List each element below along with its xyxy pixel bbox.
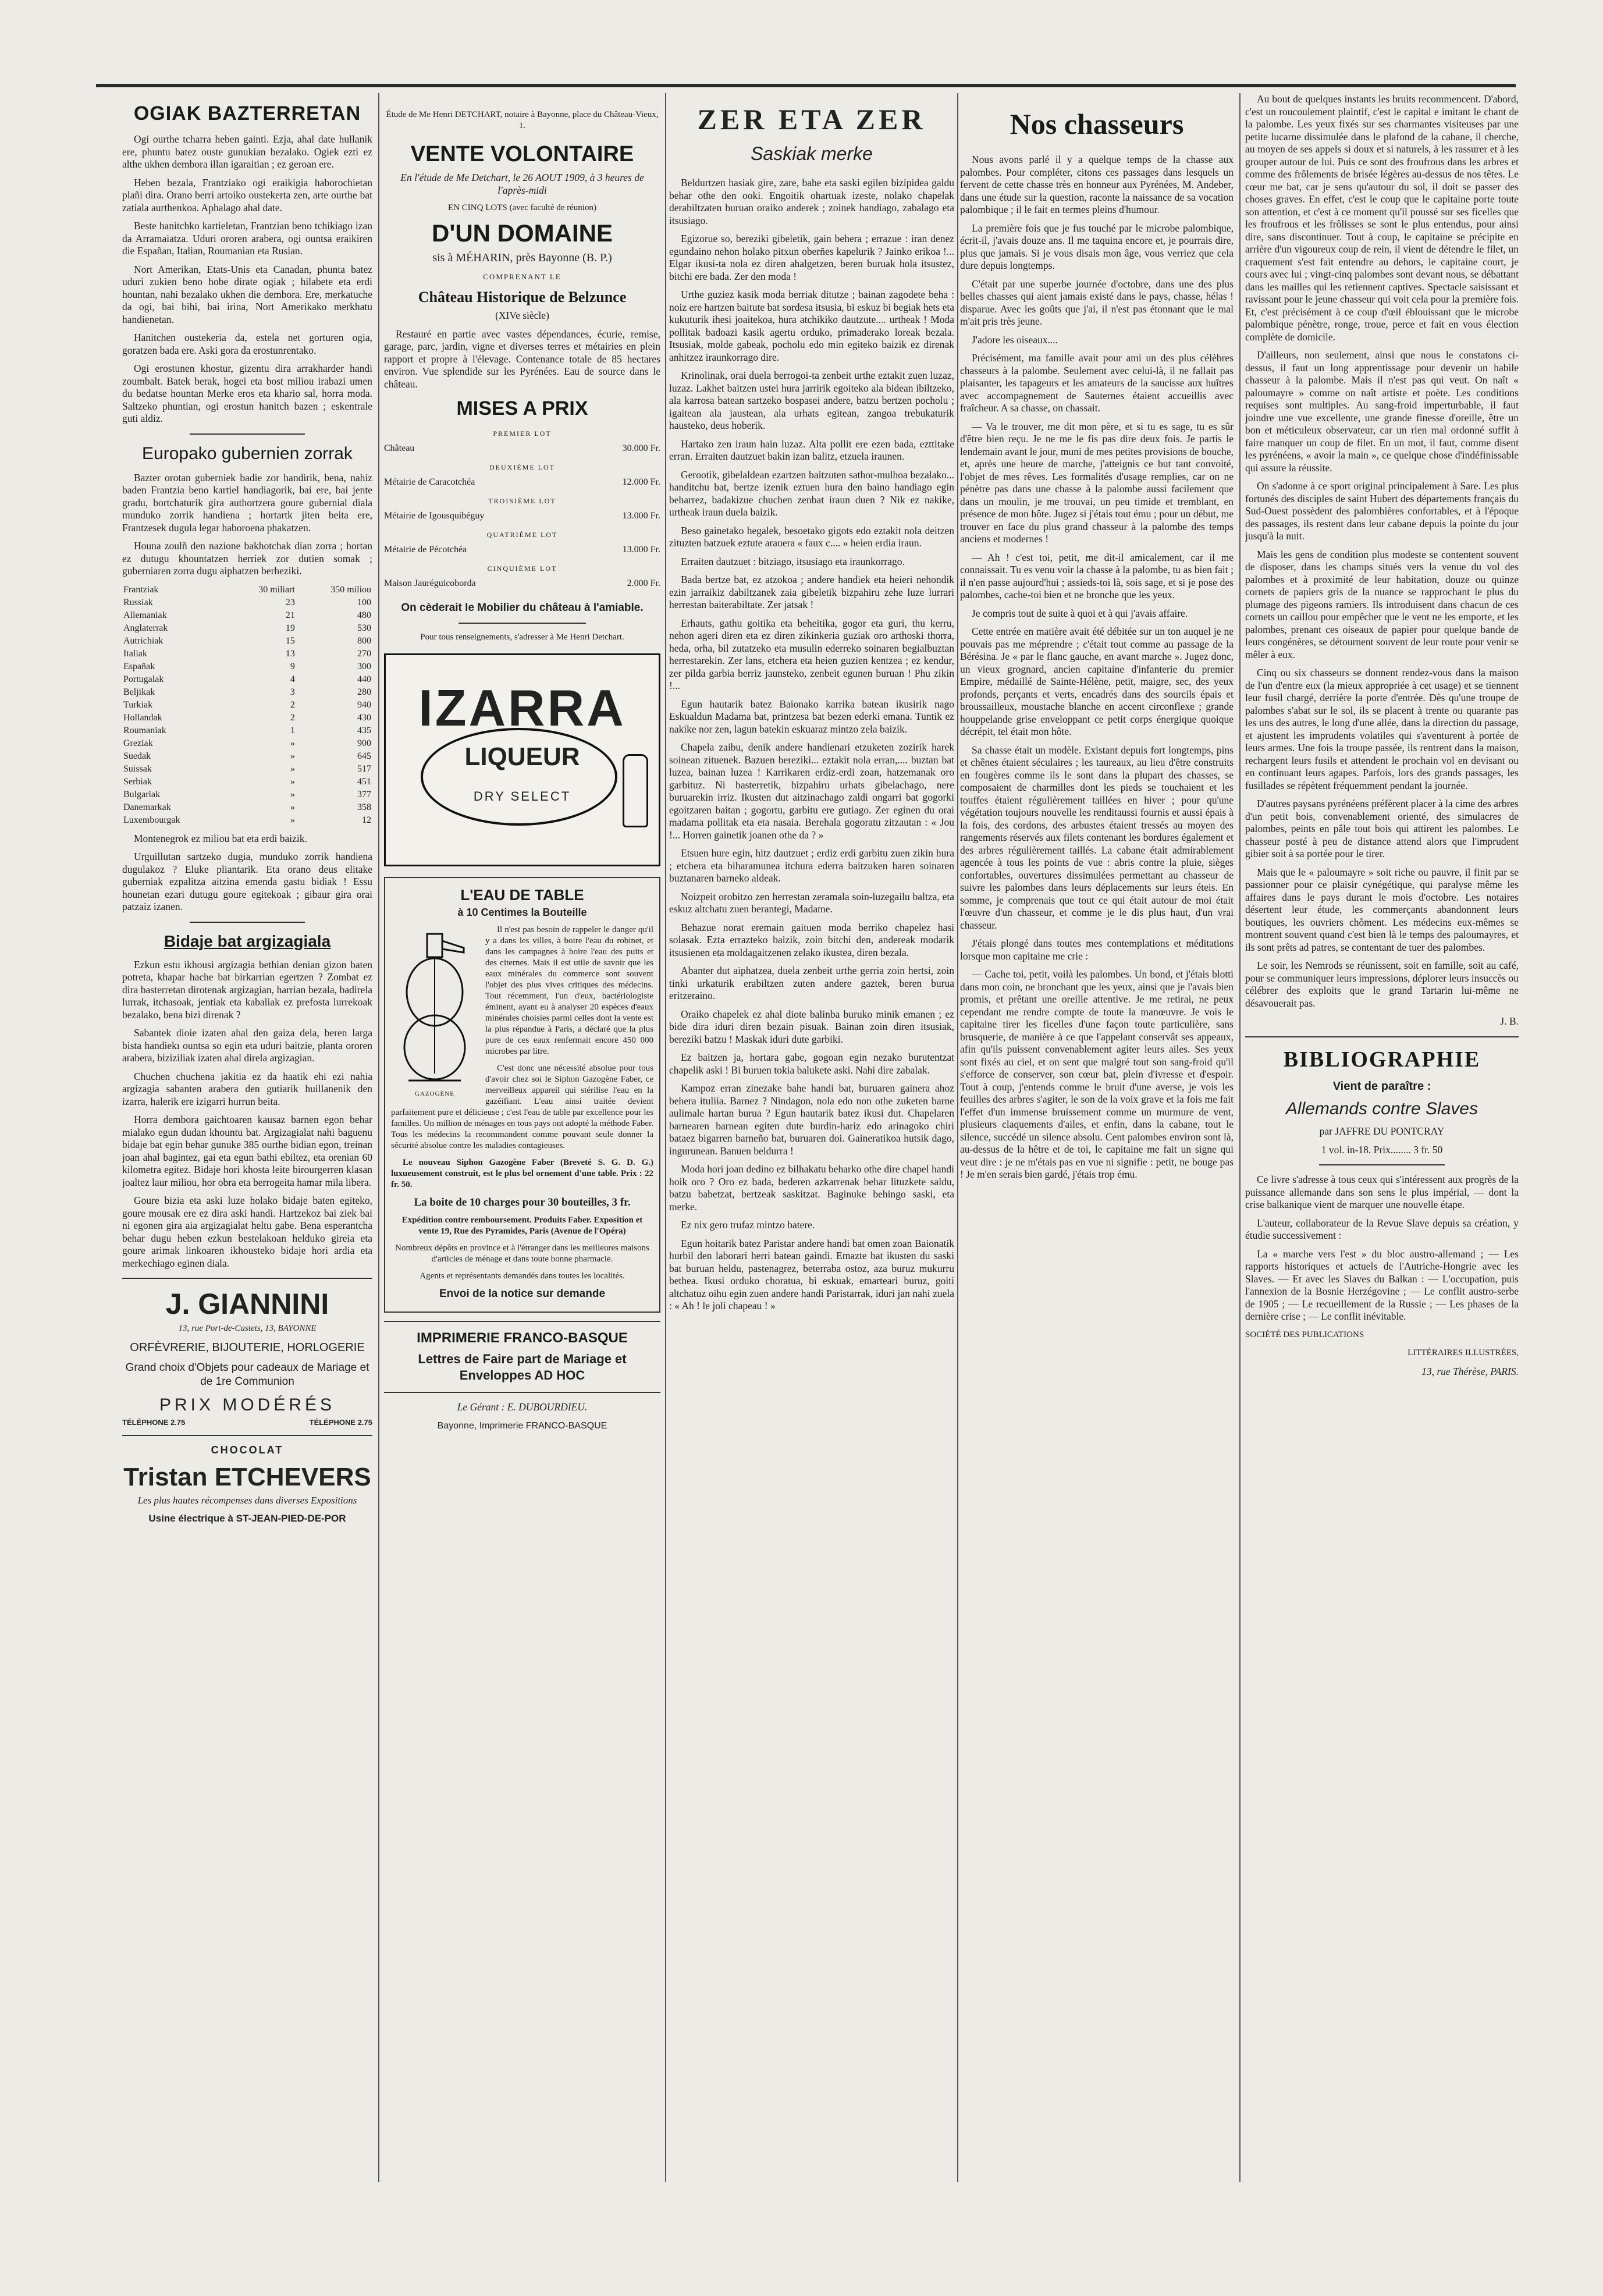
domaine-location: sis à MÉHARIN, près Bayonne (B. P.) [432, 251, 612, 264]
zer-eta-zer-title: ZER ETA ZER [697, 103, 926, 136]
paragraph: Goure bizia eta aski luze holako bidaje baten egiteko, goure mousak ere ez dira aski handi. Hartzekoz bai ziek bai ni egonen gira aia argizagialat heltu gabe. Bena esperantcha behar dugu heben ezkun bestelakoan helduko gireia eta goure arimak linkoaren ikhousteko bidaje hori ardia eta merkechiago eginen diala. [122, 1195, 372, 1269]
paragraph: Nous avons parlé il y a quelque temps de la chasse aux palombes. Pour compléter, citons ces passages dans lesquels un fervent de cette chasse très en honneur aux Pyrénées, M. Andeber, dans une étude sur la question, raconte la naissance de sa vocation palombique ; il le fait en termes pleins d'humour. [960, 154, 1234, 215]
paragraph: Etsuen hure egin, hitz dautzuet ; erdiz erdi garbitu zuen zikin hura ; etchera eta biharamunea itchura ederra baitzuken haren soinaren buztanaren barneko aldeak. [669, 847, 954, 884]
separator [458, 623, 586, 624]
separator [122, 1435, 372, 1436]
paragraph: Ez baitzen ja, hortara gabe, gogoan egin nezako burutentzat chapelik aski ! Bi buruen tokia balukete aski. Nahi dire zabalak. [669, 1051, 954, 1076]
column-5 [1245, 93, 1519, 2182]
paragraph: Montenegrok ez miliou bat eta erdi baizik. [134, 832, 307, 844]
table-row: Hollandak 2 430 [123, 712, 371, 723]
column-divider [665, 93, 666, 2182]
paragraph: J'adore les oiseaux.... [972, 333, 1058, 346]
book-title: Allemands contre Slaves [1285, 1099, 1478, 1118]
table-row: Russiak 23 100 [123, 597, 371, 607]
paragraph: Oraiko chapelek ez ahal diote balinba buruko minik emanen ; ez bide dira iduri diren bezain pisuak. Bainan zoin diren itsusiak, bereziki batzu ! Maskak iduri dute garbiki. [669, 1008, 954, 1045]
paragraph: — Cache toi, petit, voilà les palombes. Un bond, et j'étais blotti dans mon coin, ne bronchant que les yeux, ainsi que je l'avais bien promis, et prêtant une oreille attentive. Je me retirai, ne peux cependant me rendre compte de toute la manœuvre. Je vois le capitaine tirer les ficelles d'une façon toute particulière, sans brusquerie, de manière à ce que l'appelant conservât ses appeaux, afin qu'ils puissent convenablement agiter leurs ailes. Ses yeux sont fixés au ciel, et on sent que malgré tout son sang-froid qu'il s'efforce de conserver, son cœur bat, plein d'ivresse et d'espoir. Tout à coup, j'entends comme le bruit d'une averse, je vois les feuilles des arbres s'agiter, le son de la voix grave et la fois me fait l'effet d'un immense bruissement comme un murmure de vent, plusieurs claquements d'ailes, et enfin, dans la cabane, tout le silence, succédé un silence absolu. Cent palombes environ sont là, au-dessus de la hêtre et de toi, le capitaine me fait un signe qui veut dire : je ne m'étais pas en vue ni signifie : petit, ne bouge pas ! Je m'en serais bien gardé, j'étais trop ému. [960, 968, 1234, 1180]
paragraph: Egizorue so, bereziki gibeletik, gain behera ; errazue : iran denez egundaino nehon holako pitxun oberñes kapelurik ? Jainko erikoa !... Elgar ikusi-ta nola ez diren ahalgetzen, beren buruak hola itsustez, bitchi ere bada. Zer den moda ! [669, 233, 954, 282]
publisher-address: 13, rue Thérèse, PARIS. [1421, 1365, 1519, 1377]
publisher: SOCIÉTÉ DES PUBLICATIONS [1245, 1330, 1364, 1339]
table-row: Portugalak 4 440 [123, 674, 371, 684]
envoi: Envoi de la notice sur demande [439, 1287, 606, 1300]
column-divider [378, 93, 379, 2182]
separator [122, 1278, 372, 1279]
lot-heading: QUATRIÈME LOT [486, 531, 558, 539]
table-row: Suedak » 645 [123, 751, 371, 761]
paragraph: Ce livre s'adresse à tous ceux qui s'intéressent aux progrès de la puissance allemande dans son sens le plus impérial, — dont la crise balkanique vient de marquer une nouvelle étape. [1245, 1174, 1519, 1210]
gerant: Le Gérant : E. DUBOURDIEU. [457, 1401, 588, 1413]
eau-sub: à 10 Centimes la Bouteille [457, 906, 587, 918]
table-row: Danemarkak » 358 [123, 802, 371, 812]
paragraph: Mais que le « paloumayre » soit riche ou pauvre, il finit par se passionner pour ce plaisir cynégétique, qui paralyse même les affaires dans le pays durant le mois d'octobre. Les notaires désertent leur étude, les commerçants abandonnent leurs boutiques, les ouvriers chôment. Les médecins eux-mêmes se montrent souvent quand c'est bien là le temps des paloumayres, et ils sont prêts ad patres, se contentant de tuer des palombes. [1245, 866, 1519, 953]
nos-chasseurs-title: Nos chasseurs [1010, 108, 1184, 140]
siphon-icon [391, 928, 478, 1097]
paragraph: La première fois que je fus touché par le microbe palombique, écrit-il, j'avais douze ans. Il me taquina encore et, je pourrais dire, plus que jamais. Si je vous disais mon âge, vous verriez que cela dure depuis longtemps. [960, 222, 1234, 271]
paragraph: Beldurtzen hasiak gire, zare, bahe eta saski egilen bizipidea galdu behar othe den ooki. Engoitik ohartuak izeste, nolako chapelak derabiltzaten buruan oraiko anderek ; zoinek handiago, zabalago eta itsusiago. [669, 177, 954, 226]
paragraph: Je compris tout de suite à quoi et à qui j'avais affaire. [972, 607, 1188, 619]
table-row: Frantziak 30 miliart 350 miliou [123, 584, 371, 595]
eau-title: L'EAU DE TABLE [460, 886, 584, 904]
paragraph: Horra dembora gaichtoaren kausaz barnen egon behar mialako egun dudan khountu bat. Argizagialat nahi baguenu bidaje bat egin behar gunuke 385 ourthe bidian egon, treinan joan ahal bagintez, gai eta egun bathi ebiltez, eta orenian 60 kilometra egitez. Bidaje hori khosta leite birourgerren klasan joaltez laur miliou, hor obra eta berrogeita hamar mila libera. [122, 1114, 372, 1188]
paragraph: Noizpeit orobitzo zen herrestan zeramala soin-luzegailu baltza, eta eskuz altchatu zuen berantegi, Madame. [669, 890, 954, 915]
column-2 [384, 93, 660, 2182]
etude-date: En l'étude de Me Detchart, le 26 AOUT 1909, à 3 heures de l'après-midi [400, 172, 644, 196]
table-row: Anglaterrak 19 530 [123, 623, 371, 633]
table-row: Métairie de Caracotchéa 12.000 Fr. [384, 477, 660, 487]
paragraph: Cinq ou six chasseurs se donnent rendez-vous dans la maison de l'un d'entre eux (la mieux appropriée à cet usage) et se tiennent leur fusil chargé, derrière la porte d'entrée. Dès qu'une troupe de palombes s'abat sur le sol, ils se placent à trente ou quarante pas les uns des autres, le long d'une allée, dans la direction du passage, et ajustent les imprudents volatiles qui s'aventurent à portée de leurs armes. Une fois la troupe passée, ils rentrent dans la maison, rechargent leurs fusils et attendent le prochain vol en devisant ou en continuant leurs agapes. Parfois, lors des grands passages, les fusillades se répètent fréquemment pendant la journée. [1245, 667, 1519, 791]
etchevers-ad [122, 1444, 372, 1525]
paragraph: L'auteur, collaborateur de la Revue Slave depuis sa création, y étudie successivement : [1245, 1217, 1519, 1241]
paragraph: Ez nix gero trufaz mintzo batere. [681, 1219, 815, 1231]
paragraph: Chuchen chuchena jakitia ez da haatik ehi ezi nahia argizagia sabanten arabera den gutiarik huillanenik den izarra, halerik ere izigarri hurrun beita. [122, 1070, 372, 1107]
signature: J. B. [1500, 1015, 1519, 1027]
paragraph: Egun hoitarik batez Paristar andere handi bat omen zoan Baionatik hurbil den laborari herri batean gaindi. Emazte bat ikusten du saski bat buruan heldu, pastenagrez, beterraba ostoz, aza buruz mukurru bethea. Ikusi orduko choratua, bi eskuak, emarteari buruz, goiti altchatuz oihu egin zuen andere handi Paristarrak, iduri jan nahi zuela : « Ah ! le joli chapeau ! » [669, 1237, 954, 1312]
paragraph: Erraiten dautzuet : bitziago, itsusiago eta iraunkorrago. [681, 555, 905, 567]
comprenant: COMPRENANT LE [483, 272, 561, 281]
lot-heading: CINQUIÈME LOT [487, 564, 557, 573]
table-row: Italiak 13 270 [123, 648, 371, 659]
saskiak-subtitle: Saskiak merke [751, 143, 873, 164]
separator [190, 922, 305, 923]
paragraph: Kampoz erran zinezake bahe handi bat, buruaren gainera ahoz behera ituliia. Barnez ? Nindagon, nola edo non othe zuketen barne aulimale hartan burua ? Egun hautarik batez ikusi dut. Chapelaren barnearen barnean egiten dute burdin-hariz edo arinagoko chiri bataez bigarren barneño bat, buruaren doi. Gaineratikoa hutsik dago, ingurunean. Banuen beldurra ! [669, 1082, 954, 1157]
paragraph: Mais les gens de condition plus modeste se contentent souvent de disposer, dans les champs situés vers la venue du vol des palombes et à proximité de leur habitation, douze ou quinze cornets de papiers gris de la nuance se rapprochant le plus du plumage des pigeons ramiers. Ils introduisent dans chacun de ces cornets un caillou pour empêcher que le vent ne les emporte, et les palombes, prenant ces oiseaux de papier pour quelque bande de leurs congénères, se détournent souvent de leur route pour venir se mêler à eux. [1245, 548, 1519, 660]
vente-title: VENTE VOLONTAIRE [410, 142, 634, 166]
paragraph: Sa chasse était un modèle. Existant depuis fort longtemps, pins et chênes étaient séculaires ; les taureaux, au lieu d'être construits en fougères comme ils le sont dans la plupart des chasses, se composaient de charmilles dont les pieds se touchaient et les touffes étaient régulièrement taillées en hiver ; pour qu'une végétation toujours nouvelle les renditaussi fournis et aussi épais à la fois, des cordons, des arbustes étaient tressés au moyen des rangements réservés aux filets contenant les bordures également et des arbres régulièrement taillés. La cabane était admirablement agencée à tous les points de vue : abris contre la pluie, sièges confortables, ouvertures dissimulées permettant au chasseur de suivre les palombes dans leurs déplacements sur leurs éteis. En somme, je comprenais que tout ce qui était autour de moi était l'œuvre d'un chasseur, et comme je le dis plus haut, d'un vrai chasseur. [960, 744, 1234, 931]
giannini-prices: PRIX MODÉRÉS [159, 1395, 336, 1414]
izarra-dry: DRY SELECT [473, 788, 571, 804]
paragraph: Cette entrée en matière avait été débitée sur un ton auquel je ne pouvais pas me méprendre ; c'était tout comme au passage de la Bérésina. Je « par le flanc gauche, en avant marche ». Jugez donc, un vieux grognard, ancien capitaine d'infanterie du premier Empire, médaillé de Sainte-Hélène, petit, maigre, sec, des yeux profonds, perçants et verts, encadrés dans des sourcils épais et broussailleux, moustache blanche en accent circonflexe ; grande houppelande grise enveloppant ce petit corps énergique quoique décrépit, tel était mon hôte. [960, 625, 1234, 737]
eau-de-table-ad [384, 877, 660, 1313]
paragraph: Houna zoulñ den nazione bakhotchak dian zorra ; hortan ez dutugu khountatzen herriek zor dutien somak ; guberniaren zorra dugu aiphatzen berheziki. [122, 540, 372, 577]
imprimerie-title: IMPRIMERIE FRANCO-BASQUE [417, 1330, 628, 1346]
table-row: Château 30.000 Fr. [384, 443, 660, 453]
table-row: Beljikak 3 280 [123, 687, 371, 697]
bibliographie-title: BIBLIOGRAPHIE [1283, 1047, 1481, 1072]
paragraph: J'étais plongé dans toutes mes contemplations et méditations lorsque mon capitaine me crie : [960, 937, 1234, 962]
gazogene-caption: GAZOGÈNE [415, 1090, 454, 1097]
lot-heading: TROISIÈME LOT [488, 497, 556, 505]
column-1 [122, 93, 372, 2182]
paragraph: Nombreux dépôts en province et à l'étranger dans les meilleures maisons d'articles de ménage et dans toute bonne pharmacie. [395, 1243, 649, 1264]
paragraph: Ogi ourthe tcharra heben gainti. Ezja, ahal date hullanik ere, phuntu batez ouste gunukian bezalako. Ogiek ezti ez althe ukhen dembora illan igaraitian ; ez geroan ere. [122, 133, 372, 170]
separator [1319, 1164, 1445, 1165]
giannini-line: Grand choix d'Objets pour cadeaux de Mariage et de 1re Communion [125, 1362, 369, 1388]
table-row: Métairie de Igousquibéguy 13.000 Fr. [384, 511, 660, 521]
separator [384, 1321, 660, 1322]
paragraph: Abanter dut aiphatzea, duela zenbeit urthe gerria zoin hertsi, zoin tinki urkaturik erabiltzen zuten andere gaztek, beren burua eritzeraino. [669, 965, 954, 1001]
table-row: Turkiak 2 940 [123, 699, 371, 710]
paragraph: Ezkun estu ikhousi argizagia bethian denian gizon baten potreta, khapar hache bat birkarrian egertzen ? Zombat ez dira basterretan dirotenak argizagian, harrian bezala, badirela lurrak, itchasoak, jentiak eta kabaliak ez prefosta lurrekoak bezalako, bena bizi direnak ? [122, 958, 372, 1021]
paragraph: La « marche vers l'est » du bloc austro-allemand ; — Les rapports historiques et actuels de l'Autriche-Hongrie avec les Slaves. — Et avec les Slaves du Balkan : — L'occupation, puis l'annexion de la Bosnie Herzégovine ; — Le conflit austro-serbe de 1905 ; — Le recueillement de la Russie ; — Les phases de la dernière crise ; — Le conflit inévitable. [1245, 1247, 1519, 1322]
lots-note: EN CINQ LOTS (avec faculté de réunion) [448, 203, 596, 212]
paragraph: Hartako zen iraun hain luzaz. Alta pollit ere ezen bada, ezttitake erran. Erraiten dautzuet bakin izan balitz, etzuela iraunen. [669, 438, 954, 462]
vient-de-paraitre: Vient de paraître : [1332, 1079, 1431, 1093]
giannini-ad [122, 1287, 372, 1427]
paragraph: Sabantek dioie izaten ahal den gaiza dela, beren larga bista handiekı ountsa so egin eta uduri baitzie, planta ororen arabera, biziziliak izaten ahal direla argizagian. [122, 1027, 372, 1064]
footer-imprint: Bayonne, Imprimerie FRANCO-BASQUE [437, 1420, 607, 1431]
headline-europako: Europako gubernien zorrak [142, 443, 353, 463]
headline-ogiak: OGIAK BAZTERRETAN [133, 102, 361, 125]
paragraph: Behazue norat eremain gaituen moda berriko chapelez hasi solasak. Ezta errazteko baizik, zoin bitchi den, andereak modarik itsusienen eta moldagaitzenen zelako ikustea, diren bezala. [669, 921, 954, 958]
chateau-siecle: (XIVe siècle) [495, 310, 549, 321]
giannini-trade: ORFÈVRERIE, BIJOUTERIE, HORLOGERIE [130, 1341, 365, 1354]
separator [1245, 1036, 1519, 1037]
paragraph: Précisément, ma famille avait pour ami un des plus célèbres chasseurs à la palombe. Seulement avec celui-là, il ne fallait pas plaisanter, les tapageurs et les amateurs de la saucisse aux huîtres avec accompagnement de Sauternes étaient accueillis avec fraîcheur. A sa chasse, on chassait. [960, 352, 1234, 414]
izarra-word: IZARRA [418, 678, 626, 737]
table-row: Métairie de Pécotchéa 13.000 Fr. [384, 545, 660, 555]
table-row: Greziak » 900 [123, 738, 371, 748]
lot-heading: PREMIER LOT [493, 429, 552, 438]
table-row: Maison Jauréguicoborda 2.000 Fr. [384, 578, 660, 588]
paragraph: Urthe guziez kasik moda berriak ditutze ; bainan zagodete beha : noiz ere hartzen baitute bat sordesa itsusia, bi eskuz bi begiak hets eta kukuturik ihesi joaitekoa, hura atchikiko dautzute.... urtheak ! Moda pollitak badoazi kasik agertu orduko, primaderako loreak bezala. Itsusiak, molde gabeak, pocholu edo min egiteko baizik ez direnak anhitzez iraunkorrago dire. [669, 289, 954, 363]
paragraph: Bazter orotan guberniek badie zor handirik, bena, nahiz baden Frantzia beno kartiel handiagorik, bai ere, bai jente gradu, bortchaturik gira authortzera goure gubernial diala munduko zorrik handiena ; hortartk jiten beita ere, Frantzesek dugula legar haboroena phakatzen. [122, 471, 372, 534]
paragraph: Hanitchen oustekeria da, estela net gorturen ogia, goratzen bada ere. Aski gora da erostunrentako. [122, 332, 372, 356]
paragraph: D'ailleurs, non seulement, ainsi que nous le constatons ci-dessus, il faut un long apprentissage pour devenir un habile chasseur à la palombe. Mais il n'est pas qui veut. On naît « paloumayre » comme on naît artiste et poète. Les conditions requises sont multiples. Au sang-froid imperturbable, il faut joindre une vue excellente, une grande finesse d'oreille, être un bon et méticuleux observateur, car un rien mal ordonné suffit à faire manquer un coup de filet. En un mot, il faut, comme disent les pyrénéens, « avoir la main », ce quelque chose d'indéfinissable qui assure la réussite. [1245, 349, 1519, 474]
choc-label: CHOCOLAT [211, 1444, 284, 1456]
giannini-tel: TÉLÉPHONE 2.75 [122, 1418, 186, 1427]
book-author: par JAFFRE DU PONTCRAY [1319, 1125, 1445, 1137]
table-row: Bulgariak » 377 [123, 789, 371, 799]
separator [190, 433, 305, 435]
izarra-liqueur: LIQUEUR [464, 742, 580, 771]
lettres-line: Lettres de Faire part de Mariage et Enveloppes AD HOC [418, 1352, 627, 1382]
column-divider [1239, 93, 1241, 2182]
etchevers-rec: Les plus hautes récompenses dans diverses Expositions [137, 1494, 357, 1506]
table-row: Roumaniak 1 435 [123, 725, 371, 735]
lots-table [384, 422, 660, 591]
paragraph: — Va le trouver, me dit mon père, et si tu es sage, tu es sûr d'être bien reçu. Je ne me le fis pas dire deux fois. Je partis le lendemain avant le jour, muni de mes petites provisions de bouche, et, après une heure de marche, j'atteignis ce but tant convoité, l'objet de mes rêves. Les formalités d'usage remplies, car on ne pénètre pas dans une chasse à la palombe aussi facilement que dans un moulin, je me trouvai, un peu timide et tremblant, en présence de mon hôte. Jugez si j'étais tout ému ; pour un début, me trouver en face du plus grand chasseur à la palombe des temps anciens et modernes ! [960, 420, 1234, 545]
renseignements: Pour tous renseignements, s'adresser à Me Henri Detchart. [420, 632, 624, 642]
table-row: Suissak » 517 [123, 763, 371, 774]
izarra-ad [384, 653, 660, 866]
table-row: Serbiak » 451 [123, 776, 371, 787]
lot-heading: DEUXIÈME LOT [489, 463, 555, 471]
etude-header: Étude de Me Henri DETCHART, notaire à Bayonne, place du Château-Vieux, 1. [386, 110, 659, 130]
paragraph: Krinolinak, orai duela berrogoi-ta zenbeit urthe eztakit zuen luzaz, luzaz. Lakhet baitzen ustei hura jarririk egoiteko ala bidean ibiltzeko, ala karrosa batean sartzeko bospasei andere, batzu bertzen pocholu ; igaitean ala jaustean, ala urhats egitean, zangoa trebukaturik hausteko, deus hoberik. [669, 369, 954, 431]
book-volume: 1 vol. in-18. Prix........ 3 fr. 50 [1321, 1143, 1443, 1156]
table-row: Luxembourgak » 12 [123, 815, 371, 825]
siphon-illustration [391, 928, 478, 1097]
paragraph: Expédition contre remboursement. Produits Faber. Exposition et vente 19, Rue des Pyramides, Paris (Avenue de l'Opéra) [401, 1215, 643, 1236]
paragraph: Nort Amerikan, Etats-Unis eta Canadan, phunta batez uduri zukien beno hobe dirate ogiak ; hilabete eta erdi hountan, nahi bezalako ukhen die dembora. Ere, merkatuche da ogi, bai bihi, bai irina, Nort Amerikako merkhatu handienetan. [122, 263, 372, 325]
publisher-line: LITTÉRAIRES ILLUSTRÉES, [1407, 1348, 1519, 1357]
top-rule [96, 84, 1516, 87]
paragraph: Au bout de quelques instants les bruits recommencent. D'abord, c'est un roucoulement plaintif, c'est le capital e imitant le chant de la palombe. Les yeux fixés sur ses charmantes visiteuses par une petite lucarne dissimulée dans le plafond de la cabane, il cherche, au moyen de ses appels si doux et si naturels, à les rassurer et à les grouper autour de lui. Puis ce sont des froufrous dans les arbres et comme des frôlements de brisée légères au-dessus de nos têtes. Le cœur me bat, car je sens qu'autour du sol, il doit se passer des choses graves. En effet, c'est le coup que le capitaine porte toute son attention, et c'est à ce moment qu'il poussé sur ses ficelles que les froufrous et les frôlisses se sont le plus entendus, pour ainsi dire, sans discontinuer. Tout à coup, le capitaine se précipite en arrière d'un vigoureux coup de rein, il vient de détendre le filet, un craquement s'est fait entendre au dehors, le capitaine court, je cours avec lui ; vingt-cinq palombes sont devant nous, se débattant dans les mailles qui les retiennent captives. Spectacle saisissant et ravissant pour le jeune chasseur qui voit cela pour la première fois. Et, c'est précisément à ce coup d'œil éblouissant que le microbe palombique pénètre, ronge, troue, perce et fait en vous élection complète de domicile. [1245, 93, 1519, 343]
paragraph: Bada bertze bat, ez atzokoa ; andere handiek eta heieri nehondik ezin jarraikiz dabiltzanek zaia gibeletik bizpahiru zehe luze lurrari herrestan baiterabiltate. Zer jatsak ! [669, 574, 954, 610]
paragraph: Egun hautarik batez Baionako karrika batean ikusirik nago Eskualdun Madama bat, printzesa bat bezen ederki emana. Tuntik ez nakike nor zen, lagun batekin eskuaraz mintzo zela baizik. [669, 698, 954, 735]
column-3 [669, 93, 954, 2182]
giannini-tel: TÉLÉPHONE 2.75 [309, 1418, 372, 1427]
paragraph: Ogi erostunen khostur, gizentu dira arrakharder handi zoumbalt. Batek berak, hogei eta bost miliou irabazi umen du bedatse hountan Merke eros eta khario sal, horra moda. Saltzeko phuntian, ogi erostun hanitch bazen ; eskentrale guti aldiz. [122, 362, 372, 424]
mobilier-note: On cèderait le Mobilier du château à l'amiable. [401, 602, 644, 614]
separator [384, 1392, 660, 1393]
paragraph: Chapela zaibu, denik andere handienari etzuketen zozirik harek soinean zituenek. Bazuen bereziki... eztakit nola erran,.... buztan bat luzea, bainan luzea ! Karrikaren erdiz-erdi zoan, hatzemanak oro garbituz. Ni basterretik, bizpahiru urhats gibelachago, nere buruarekin irriz. Ikusten dut aitzinachago zaldi ongarri bat gogorki egoitzaren baitan ; gogortu, garbitu ere gutiago. Zer eginen du orai madama pollitak eta eta nasaia. Berehala gogoratu zitzautan : « Jou !... Horren gainetik joanen othe da ? » [669, 741, 954, 841]
etchevers-name: Tristan ETCHEVERS [123, 1462, 371, 1491]
debt-table [122, 584, 372, 827]
giannini-name: J. GIANNINI [165, 1288, 329, 1320]
paragraph: — Ah ! c'est toi, petit, me dit-il amicalement, car il me connaissait. Tu es venu voir la chasse à la palombe, tu as bien fait ; il n'en passe aujourd'hui ; assieds-toi là, sois sage, et si je pose des palombes, cache-toi bien et ne bronche que les yeux. [960, 551, 1234, 600]
table-row: Autrichiak 15 800 [123, 635, 371, 646]
paragraph: Gerootik, gibelaldean ezartzen baitzuten sathor-mulhoa bezalako... handitchu bat, bertze izenik eztuen hura den baino handiago egin beharrez, badakizue chuchen zenbat iraun duen ? Nik ez nakike, urtheak iraun duela baizik. [669, 468, 954, 518]
bottle-icon [623, 754, 648, 827]
paragraph: La boite de 10 charges pour 30 bouteilles, 3 fr. [414, 1196, 631, 1209]
headline-bidaje: Bidaje bat argizagiala [164, 932, 331, 950]
paragraph: D'autres paysans pyrénéens préfèrent placer à la cime des arbres d'un petit bois, convenablement orienté, des simulacres de palombes, peints en pâle tout bois qui attirent les palombes. Le chasseur posté à peu de distance attend alors que l'imprudent gibier soit à sa portée pour le tirer. [1245, 798, 1519, 859]
mises-title: MISES A PRIX [456, 397, 588, 420]
paragraph: Heben bezala, Frantziako ogi eraikigia haborochietan plañi dira. Orano berri artoiko oustekerta zen, arte ourthe bat zatiala aurthenkoa. Aphalago ahal date. [122, 176, 372, 214]
paragraph: Le soir, les Nemrods se réunissent, soit en famille, soit au café, pour se communiquer leurs impressions, déplorer leurs insuccès ou célébrer des exploits que le grand Tartarin lui-même ne désavouerait pas. [1245, 959, 1519, 1009]
paragraph: Beso gainetako hegalek, besoetako gigots edo eztakit nola deitzen zituzten batzuek eztute arauera « faux c.... » heien erdia iraun. [669, 524, 954, 549]
column-divider [957, 93, 958, 2182]
paragraph: Urguillutan sartzeko dugia, munduko zorrik handiena dugulakoz ? Eluke pliantarik. Eta orano deus elitake guberniak ezpalitza aitzina emenda gastu bidiak ! Essu hounetan ezari dutugu goure egitekoak ; gibaur gira orai patzaiz izanen. [122, 851, 372, 912]
chateau-title: Château Historique de Belzunce [418, 289, 627, 305]
paragraph: On s'adonne à ce sport original principalement à Sare. Les plus fortunés des disciples de saint Hubert des départements français du Sud-Ouest possèdent des palombières confortables, et à l'époque des passages, ils restent dans leur cabane depuis la pointe du jour jusqu'à la nuit. [1245, 480, 1519, 542]
chateau-description: Restauré en partie avec vastes dépendances, écurie, remise, garage, parc, jardin, vigne et diverses terres et métairies en plein rapport et propre à l'élevage. Contenance totale de 85 hectares environ. Vue splendide sur les Pyrénées. Eau de source dans le château. [384, 328, 660, 390]
domaine-title: D'UN DOMAINE [432, 219, 613, 247]
paragraph: Beste hanitchko kartieletan, Frantzian beno tchikiago izan da Arramaiatza. Uduri ororen arabera, ogi ountsa eraikiren die Españan, Italian, Roumanian eta Rusian. [122, 220, 372, 257]
paragraph: Moda hori joan dedino ez bilhakatu beharko othe dire chapel handi hoik oro ? Oro ez bada, bederen azkarrenak behar lituzkete saldu, batzu babetzat, bertzeak saskitzat. Baginuke behingo saski, eta merke. [669, 1163, 954, 1213]
paragraph: C'est donc une nécessité absolue pour tous d'avoir chez soi le Siphon Gazogène Faber, ce merveilleux appareil qui stérilise l'eau en la gazéifiant. L'eau ainsi traitée devient parfaitement pure et délicieuse ; c'est l'eau de table par excellence pour les familles. Un million de ménages en tous pays ont adopté la méthode Faber. Tous les médecins la recommandent comme pouvant seule donner la sécurité absolue contre les maladies contagieuses. [391, 1064, 653, 1150]
paragraph: Il n'est pas besoin de rappeler le danger qu'il y a dans les villes, à boire l'eau du robinet, et dans les campagnes à boire l'eau des puits et des citernes. Mais il est utile de savoir que les eaux minérales du commerce sont souvent l'objet des plus vives critiques des médecins. Tout récemment, l'un d'eux, bactériologiste éminent, ayant eu à analyser 20 espèces d'eaux minérales choisies parmi celles dont la vente est la plus répandue à Paris, a déclaré que la plus pure de ces eaux renfermait encore 450 000 microbes par litre. [485, 925, 653, 1056]
table-row: Españak 9 300 [123, 661, 371, 671]
giannini-address: 13, rue Port-de-Castets, 13, BAYONNE [178, 1324, 317, 1333]
etchevers-usine: Usine électrique à ST-JEAN-PIED-DE-POR [148, 1513, 346, 1524]
column-4 [960, 93, 1234, 2182]
paragraph: Agents et représentants demandés dans toutes les localités. [420, 1271, 625, 1281]
table-row: Allemaniak 21 480 [123, 610, 371, 620]
paragraph: C'était par une superbe journée d'octobre, dans une des plus belles chasses qui aient jamais existé dans le pays, chasse, hélas ! disparue. Avec les goûts que j'ai, il n'est pas étonnant que le mal m'ait pris très jeune. [960, 278, 1234, 327]
paragraph: Le nouveau Siphon Gazogène Faber (Breveté S. G. D. G.) luxueusement construit, est le plus bel ornement d'une table. Prix : 22 fr. 50. [391, 1158, 653, 1189]
paragraph: Erhauts, gathu goitika eta beheitika, gogor eta guri, thu kerru, nehon ageri diren eta ez diren zikinkeria guziak oro arthoski thorra, heda, orha, bil zutatzeko eta musulin ederreko soinaren begialbuztan herrestarekin. Zer lans, etchera eta heien guzien kentzea ; ez kendur, zer pilda garbia berriz jaunsteko, zenbeit egunen buruan ! Phu zikin !... [669, 617, 954, 691]
